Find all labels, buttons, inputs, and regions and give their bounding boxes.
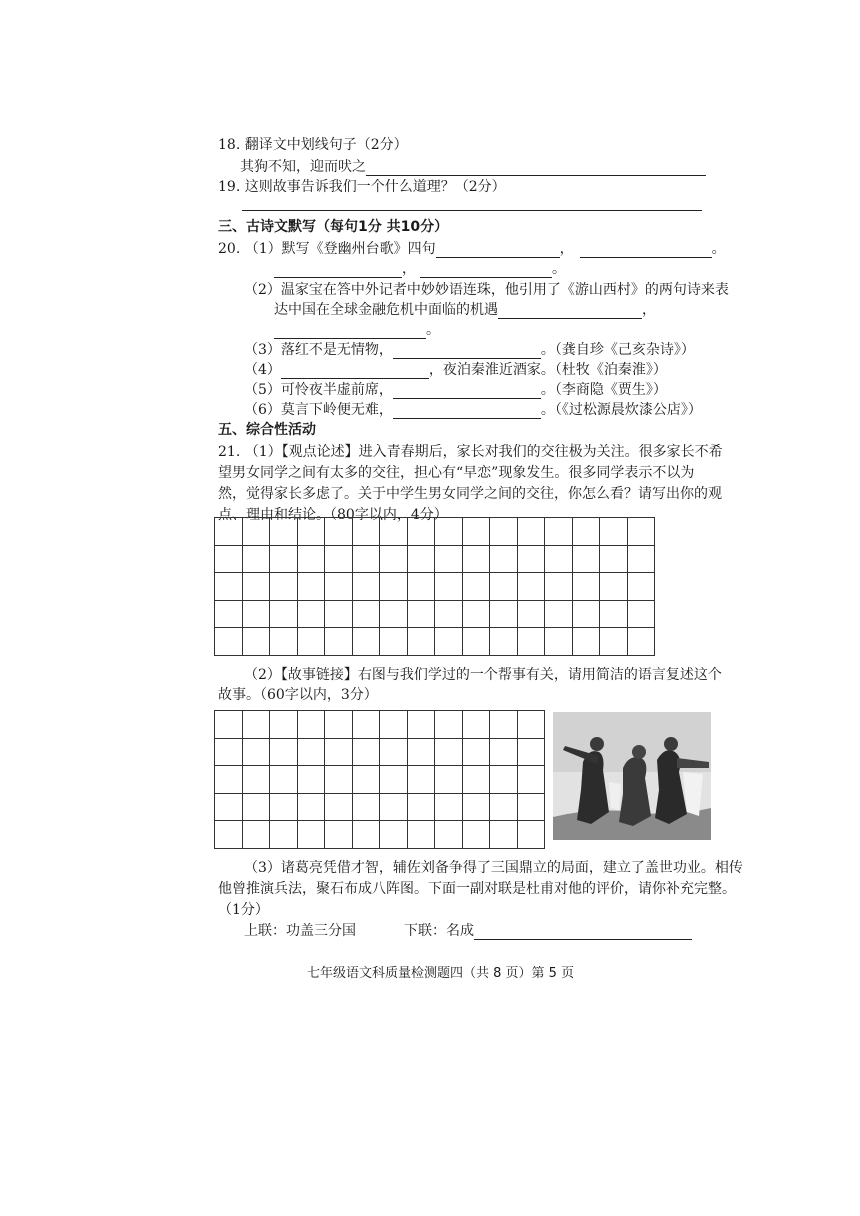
grid-cell[interactable]	[270, 766, 298, 794]
grid-cell[interactable]	[380, 738, 408, 766]
story-photo-image	[553, 712, 711, 840]
grid-cell[interactable]	[215, 793, 243, 821]
grid-row	[215, 628, 655, 656]
grid-cell[interactable]	[462, 518, 490, 546]
grid-cell[interactable]	[517, 738, 545, 766]
q20-p1-line2-end: 。	[552, 261, 566, 277]
grid-cell[interactable]	[435, 766, 463, 794]
grid-cell[interactable]	[325, 821, 353, 849]
grid-cell[interactable]	[297, 766, 325, 794]
q20-p1-blank-3[interactable]	[274, 263, 402, 278]
grid-cell[interactable]	[297, 628, 325, 656]
grid-cell[interactable]	[270, 738, 298, 766]
grid-cell[interactable]	[462, 573, 490, 601]
grid-cell[interactable]	[407, 738, 435, 766]
q21-p1-line1: 21. （1）【观点论述】进入青春期后，家长对我们的交往极为关注。很多家长不希	[218, 444, 723, 460]
grid-cell[interactable]	[517, 711, 545, 739]
grid-cell[interactable]	[325, 711, 353, 739]
grid-cell[interactable]	[517, 766, 545, 794]
grid-cell[interactable]	[380, 600, 408, 628]
q21-p2-line2: 故事。（60字以内，3分）	[218, 687, 378, 703]
q20-part6	[244, 401, 702, 419]
grid-cell[interactable]	[490, 573, 518, 601]
grid-cell[interactable]	[352, 628, 380, 656]
grid-cell[interactable]	[462, 738, 490, 766]
q20-p4-suffix: ，夜泊秦淮近酒家。（杜牧《泊秦淮》）	[428, 362, 667, 378]
grid-cell[interactable]	[407, 628, 435, 656]
grid-cell[interactable]	[600, 628, 628, 656]
grid-row	[215, 545, 655, 573]
couplet-lower: 下联：名成	[404, 923, 474, 939]
q20-part1	[218, 240, 726, 258]
section3-title: 三、古诗文默写（每句1分 共10分）	[218, 219, 449, 235]
q20-p2-blank-1[interactable]	[498, 304, 642, 319]
grid-cell[interactable]	[490, 545, 518, 573]
grid-cell[interactable]	[462, 793, 490, 821]
grid-row	[215, 766, 545, 794]
grid-cell[interactable]	[352, 518, 380, 546]
grid-row	[215, 793, 545, 821]
q20-p1-line2-sep: ，	[402, 261, 416, 277]
grid-row	[215, 600, 655, 628]
grid-cell[interactable]	[297, 738, 325, 766]
q20-p6-suffix: 。（《过松源晨炊漆公店》）	[540, 402, 702, 418]
grid-cell[interactable]	[297, 573, 325, 601]
grid-cell[interactable]	[627, 628, 655, 656]
grid-cell[interactable]	[297, 821, 325, 849]
grid-cell[interactable]	[462, 766, 490, 794]
grid-cell[interactable]	[297, 518, 325, 546]
q20-p2-line3-end: 。	[426, 322, 440, 338]
grid-cell[interactable]	[435, 711, 463, 739]
q20-p1-sep: ，	[559, 241, 574, 257]
grid-cell[interactable]	[270, 711, 298, 739]
grid-cell[interactable]	[407, 766, 435, 794]
grid-cell[interactable]	[325, 545, 353, 573]
grid-cell[interactable]	[600, 573, 628, 601]
grid-cell[interactable]	[435, 628, 463, 656]
grid-cell[interactable]	[490, 600, 518, 628]
grid-cell[interactable]	[462, 545, 490, 573]
grid-cell[interactable]	[545, 600, 573, 628]
q20-p2-line1: （2）温家宝在答中外记者中妙妙语连珠，他引用了《游山西村》的两句诗来表	[244, 282, 729, 298]
q20-part4	[244, 361, 667, 379]
q20-p2-line2: 达中国在全球金融危机中面临的机遇	[274, 302, 498, 318]
grid-cell[interactable]	[297, 600, 325, 628]
q20-p1-blank-1[interactable]	[436, 243, 560, 258]
q21-p1-line3: 然，觉得家长多虑了。关于中学生男女同学之间的交往，你怎么看？请写出你的观	[218, 486, 722, 502]
grid-cell[interactable]	[490, 793, 518, 821]
grid-cell[interactable]	[242, 545, 270, 573]
grid-cell[interactable]	[407, 711, 435, 739]
q20-part5	[244, 381, 667, 399]
grid-cell[interactable]	[407, 545, 435, 573]
q20-p3-suffix: 。（龚自珍《己亥杂诗》）	[540, 342, 695, 358]
grid-cell[interactable]	[242, 711, 270, 739]
grid-row	[215, 738, 545, 766]
grid-cell[interactable]	[407, 821, 435, 849]
grid-cell[interactable]	[270, 628, 298, 656]
q20-part1-line2	[274, 260, 566, 278]
grid-cell[interactable]	[627, 545, 655, 573]
grid-cell[interactable]	[352, 738, 380, 766]
q20-p5-suffix: 。（李商隐《贾生》）	[540, 382, 667, 398]
grid-cell[interactable]	[242, 821, 270, 849]
grid-cell[interactable]	[215, 545, 243, 573]
grid-cell[interactable]	[490, 821, 518, 849]
grid-cell[interactable]	[435, 600, 463, 628]
q18-answer-blank[interactable]	[366, 161, 706, 176]
grid-cell[interactable]	[435, 793, 463, 821]
section5-title: 五、综合性活动	[218, 422, 316, 438]
grid-cell[interactable]	[270, 573, 298, 601]
grid-cell[interactable]	[572, 573, 600, 601]
grid-cell[interactable]	[325, 600, 353, 628]
q20-p4-prefix: （4）	[244, 362, 281, 378]
grid-cell[interactable]	[380, 628, 408, 656]
grid-cell[interactable]	[407, 518, 435, 546]
grid-cell[interactable]	[380, 766, 408, 794]
grid-cell[interactable]	[297, 711, 325, 739]
q20-p2-line2-end: ，	[642, 302, 656, 318]
grid-cell[interactable]	[325, 628, 353, 656]
grid-cell[interactable]	[517, 793, 545, 821]
grid-cell[interactable]	[352, 573, 380, 601]
grid-cell[interactable]	[215, 711, 243, 739]
grid-cell[interactable]	[242, 518, 270, 546]
q20-part3	[244, 341, 695, 359]
q20-p2-line3-row	[274, 321, 440, 339]
grid-cell[interactable]	[215, 600, 243, 628]
grid-cell[interactable]	[517, 628, 545, 656]
q20-p1-prefix: 20. （1）默写《登幽州台歌》四句	[218, 241, 436, 257]
grid-cell[interactable]	[380, 545, 408, 573]
grid-cell[interactable]	[572, 518, 600, 546]
grid-cell[interactable]	[627, 518, 655, 546]
grid-cell[interactable]	[572, 600, 600, 628]
q18-prompt: 其狗不知，迎而吠之	[240, 159, 366, 175]
q20-p2-line2-row	[274, 301, 656, 319]
grid-cell[interactable]	[380, 793, 408, 821]
q18-title: 18. 翻译文中划线句子（2分）	[218, 137, 408, 153]
couplet-upper: 上联：功盖三分国	[244, 923, 356, 939]
grid-cell[interactable]	[545, 573, 573, 601]
grid-cell[interactable]	[270, 793, 298, 821]
grid-cell[interactable]	[435, 573, 463, 601]
grid-cell[interactable]	[352, 600, 380, 628]
grid-cell[interactable]	[325, 573, 353, 601]
grid-cell[interactable]	[352, 545, 380, 573]
q18-prompt-line	[240, 158, 706, 176]
grid-cell[interactable]	[242, 793, 270, 821]
q21-p2-line1: （2）【故事链接】右图与我们学过的一个帮事有关，请用简洁的语言复述这个	[244, 667, 722, 683]
grid-cell[interactable]	[572, 628, 600, 656]
grid-cell[interactable]	[242, 766, 270, 794]
grid-cell[interactable]	[215, 518, 243, 546]
grid-cell[interactable]	[600, 600, 628, 628]
couplet-lower-row	[404, 922, 692, 940]
grid-cell[interactable]	[380, 821, 408, 849]
grid-cell[interactable]	[627, 573, 655, 601]
grid-cell[interactable]	[517, 518, 545, 546]
grid-cell[interactable]	[325, 518, 353, 546]
page-footer: 七年级语文科质量检测题四（共 8 页）第 5 页	[307, 966, 575, 981]
grid-cell[interactable]	[325, 766, 353, 794]
q21-p3-line2: 他曾推演兵法，聚石布成八阵图。下面一副对联是杜甫对他的评价，请你补充完整。	[218, 881, 736, 897]
grid-cell[interactable]	[215, 766, 243, 794]
grid-cell[interactable]	[572, 545, 600, 573]
grid-cell[interactable]	[517, 545, 545, 573]
grid-cell[interactable]	[270, 600, 298, 628]
grid-cell[interactable]	[270, 821, 298, 849]
grid-cell[interactable]	[325, 738, 353, 766]
grid-cell[interactable]	[545, 518, 573, 546]
grid-cell[interactable]	[380, 518, 408, 546]
grid-cell[interactable]	[627, 600, 655, 628]
q21-p3-line1: （3）诸葛亮凭借才智，辅佐刘备争得了三国鼎立的局面，建立了盖世功业。相传	[244, 860, 743, 876]
q20-p5-prefix: （5）可怜夜半虚前席，	[244, 382, 393, 398]
grid-cell[interactable]	[435, 821, 463, 849]
grid-cell[interactable]	[270, 518, 298, 546]
grid-cell[interactable]	[435, 518, 463, 546]
q20-p3-blank[interactable]	[393, 344, 541, 359]
q20-p1-end: 。	[711, 241, 726, 257]
q20-p3-prefix: （3）落红不是无情物，	[244, 342, 393, 358]
grid-cell[interactable]	[380, 573, 408, 601]
grid-row	[215, 518, 655, 546]
grid-row	[215, 821, 545, 849]
q20-p1-blank-2[interactable]	[580, 243, 712, 258]
grid-cell[interactable]	[490, 738, 518, 766]
grid-cell[interactable]	[517, 573, 545, 601]
grid-row	[215, 573, 655, 601]
grid-cell[interactable]	[517, 821, 545, 849]
q20-p4-blank[interactable]	[281, 364, 429, 379]
q19-title: 19. 这则故事告诉我们一个什么道理？（2分）	[218, 179, 506, 195]
answer-grid-80[interactable]	[214, 517, 655, 656]
grid-cell[interactable]	[270, 545, 298, 573]
q20-p1-blank-4[interactable]	[420, 263, 552, 278]
grid-cell[interactable]	[435, 545, 463, 573]
grid-cell[interactable]	[407, 600, 435, 628]
q20-p6-prefix: （6）莫言下岭便无难，	[244, 402, 393, 418]
grid-cell[interactable]	[462, 821, 490, 849]
grid-cell[interactable]	[297, 793, 325, 821]
grid-cell[interactable]	[215, 821, 243, 849]
grid-cell[interactable]	[352, 766, 380, 794]
grid-cell[interactable]	[407, 793, 435, 821]
grid-cell[interactable]	[435, 738, 463, 766]
grid-cell[interactable]	[380, 711, 408, 739]
grid-cell[interactable]	[462, 628, 490, 656]
grid-cell[interactable]	[407, 573, 435, 601]
answer-grid-60[interactable]	[214, 710, 545, 849]
grid-cell[interactable]	[215, 628, 243, 656]
grid-cell[interactable]	[462, 600, 490, 628]
q21-p1-line2: 望男女同学之间有太多的交往，担心有“早恋”现象发生。很多同学表示不以为	[218, 465, 695, 481]
grid-cell[interactable]	[352, 821, 380, 849]
q21-p1-line4: 点、理由和结论。（80字以内，4分）	[218, 507, 448, 523]
grid-cell[interactable]	[545, 628, 573, 656]
grid-cell[interactable]	[462, 711, 490, 739]
grid-cell[interactable]	[600, 545, 628, 573]
grid-row	[215, 711, 545, 739]
grid-cell[interactable]	[325, 793, 353, 821]
grid-cell[interactable]	[242, 628, 270, 656]
grid-cell[interactable]	[517, 600, 545, 628]
grid-cell[interactable]	[215, 738, 243, 766]
grid-cell[interactable]	[215, 573, 243, 601]
grid-cell[interactable]	[242, 600, 270, 628]
grid-cell[interactable]	[297, 545, 325, 573]
q21-p3-line3: （1分）	[218, 902, 269, 918]
grid-cell[interactable]	[352, 711, 380, 739]
q20-p5-blank[interactable]	[393, 384, 541, 399]
couplet-lower-blank[interactable]	[474, 925, 692, 940]
q20-p2-blank-2[interactable]	[274, 324, 426, 339]
grid-cell[interactable]	[600, 518, 628, 546]
grid-cell[interactable]	[490, 766, 518, 794]
grid-cell[interactable]	[242, 738, 270, 766]
grid-cell[interactable]	[490, 518, 518, 546]
grid-cell[interactable]	[490, 711, 518, 739]
grid-cell[interactable]	[545, 545, 573, 573]
grid-cell[interactable]	[352, 793, 380, 821]
grid-cell[interactable]	[490, 628, 518, 656]
q19-answer-line[interactable]	[242, 210, 702, 211]
story-photo	[553, 712, 711, 840]
grid-cell[interactable]	[242, 573, 270, 601]
q20-p6-blank[interactable]	[393, 404, 541, 419]
